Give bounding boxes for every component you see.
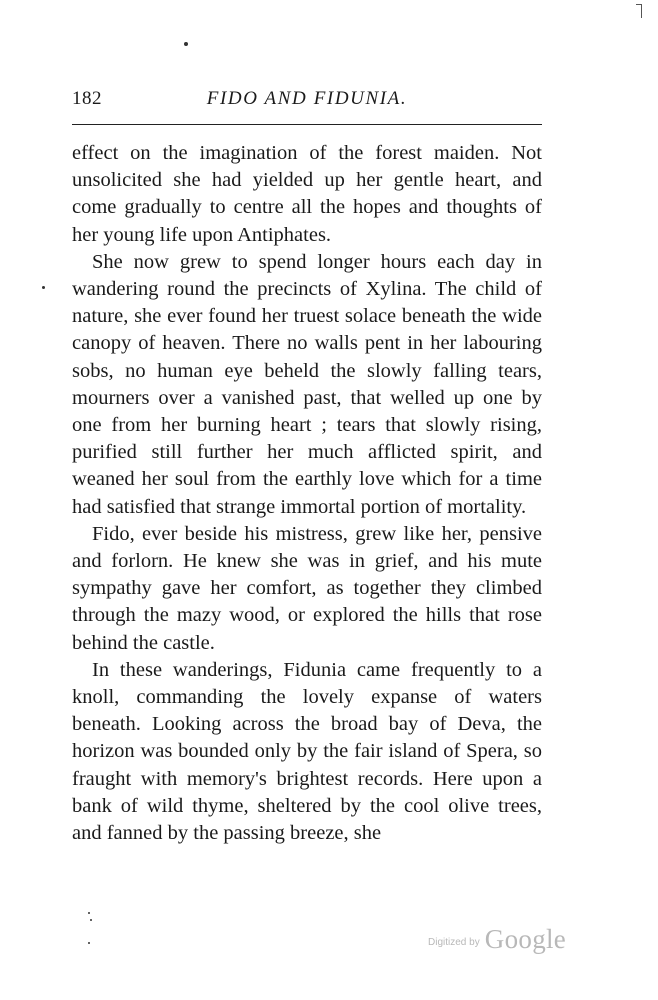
paragraph-4: In these wanderings, Fidunia came frequently to a knoll, commanding the lovely expanse of waters beneath. Looking across the broad bay of Deva, the horizon was bounded only by the fair island of Spera, so fraught with memory's brightest records. Here upon a bank of wild thyme, sheltered by the cool olive trees, and fanned by the passing breeze, she [72, 658, 542, 845]
header-rule [72, 124, 542, 125]
page-header [72, 88, 542, 116]
running-title: FIDO AND FIDUNIA. [206, 88, 408, 109]
ink-speck [88, 912, 90, 914]
ink-speck [184, 42, 188, 46]
watermark-brand: Google [484, 924, 567, 954]
page-number: 182 [72, 88, 102, 109]
paragraph-3: Fido, ever beside his mistress, grew like her, pensive and forlorn. He knew she was in grief, and his mute sympathy gave her comfort, as together they climbed through the mazy wood, or explored the hills that rose behind the castle. [72, 522, 542, 654]
ink-speck [90, 919, 92, 921]
margin-mark [641, 4, 642, 18]
body-text [72, 140, 542, 847]
margin-mark [636, 4, 641, 5]
watermark-prefix: Digitized by [428, 937, 480, 948]
ink-speck [88, 942, 90, 944]
paragraph-2: She now grew to spend longer hours each day in wandering round the precincts of Xylina. The child of nature, she ever found her truest solace beneath the wide canopy of heaven. There no walls pent in her labouring sobs, no human eye beheld the slowly falling tears, mourners over a vanished past, that welled up one by one from her burning heart ; tears that slowly rising, purified still further her much afflicted spirit, and weaned her soul from the earthly love which for a time had satisfied that strange immortal portion of mortality. [72, 250, 542, 518]
digitization-watermark [428, 924, 566, 955]
ink-speck [42, 286, 45, 289]
paragraph-1: effect on the imagination of the forest maiden. Not unsolicited she had yielded up her gentle heart, and come gradually to centre all the hopes and thoughts of her young life upon Antiphates. [72, 142, 542, 246]
